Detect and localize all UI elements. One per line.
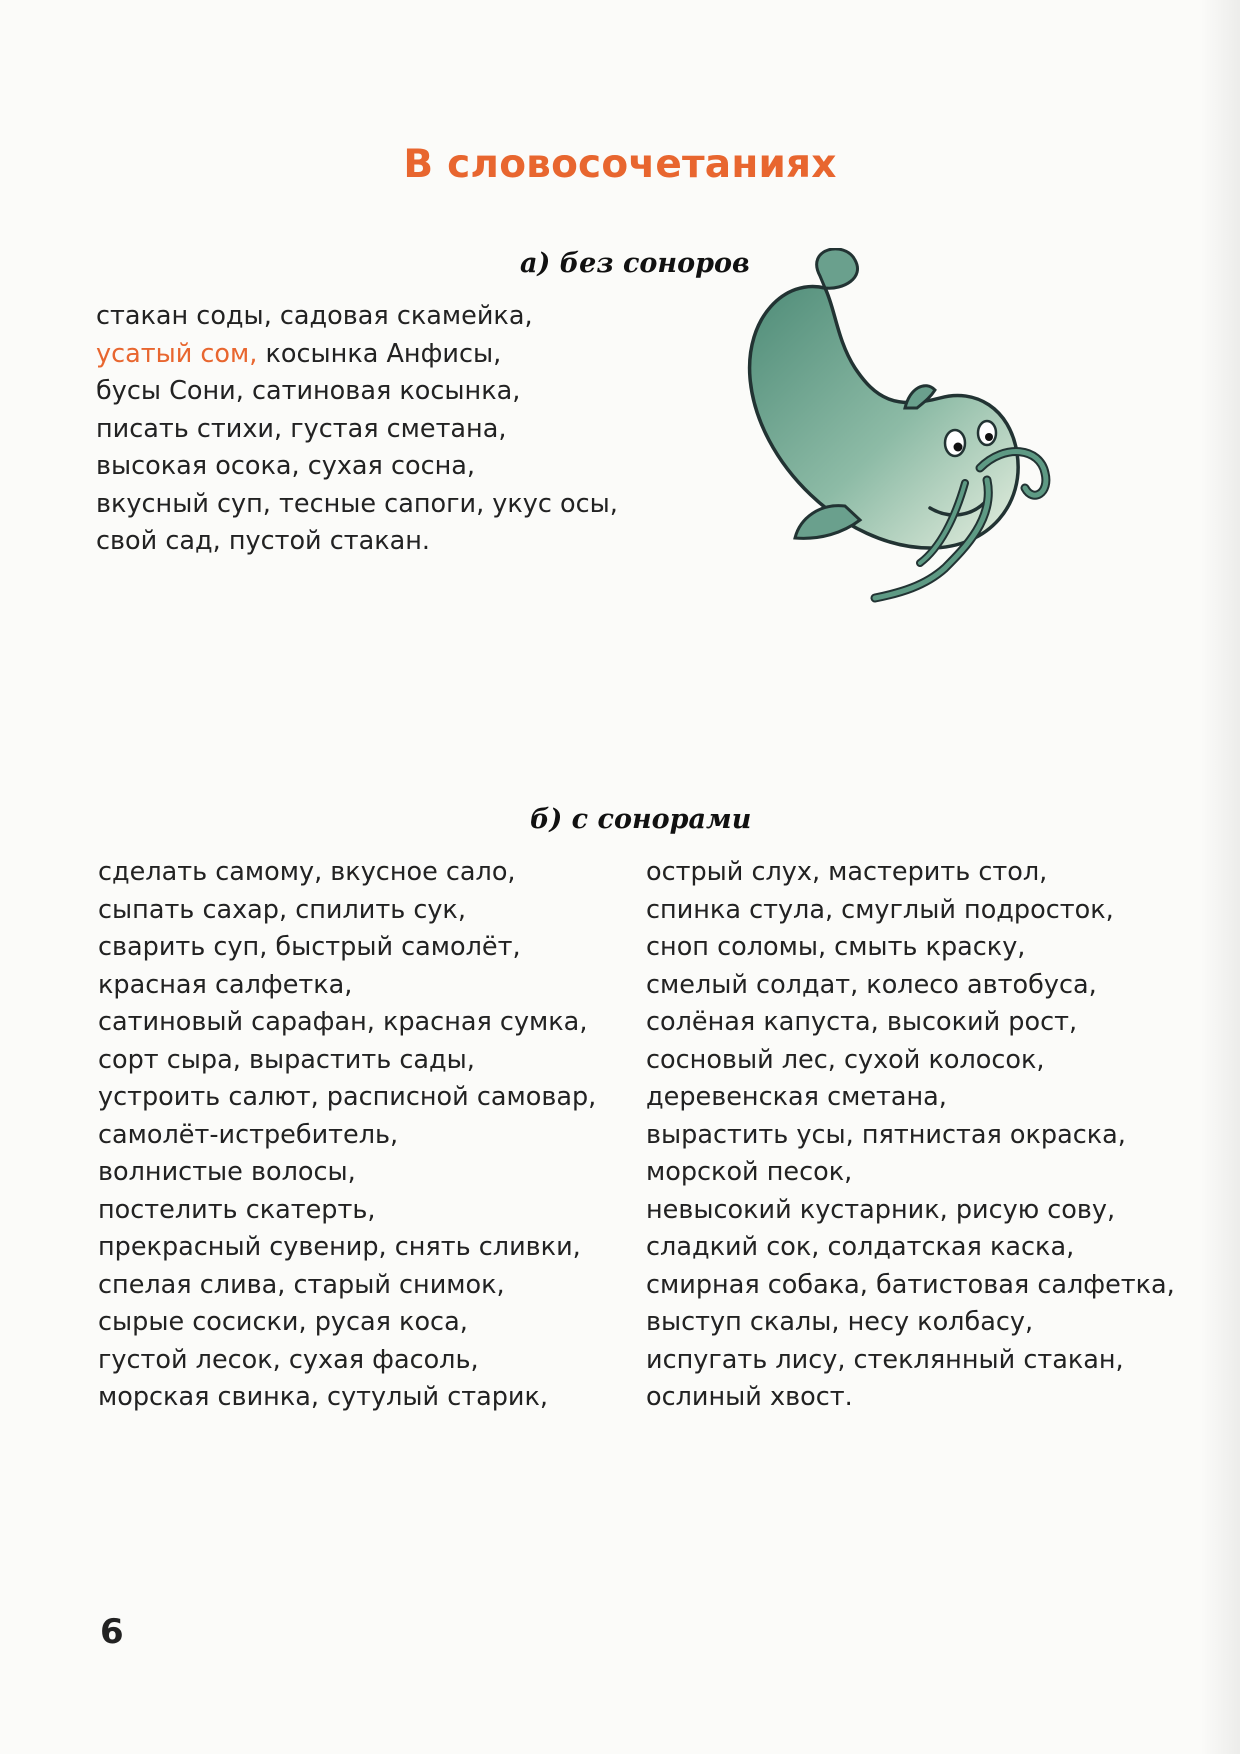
catfish-icon xyxy=(725,248,1085,628)
list-line: густой лесок, сухая фасоль, xyxy=(98,1344,479,1375)
list-line: свой сад, пустой стакан. xyxy=(96,526,431,556)
list-line: красная салфетка, xyxy=(98,969,353,1000)
list-line: вкусный суп, тесные сапоги, укус осы, xyxy=(96,488,618,519)
list-line: высокая осока, сухая сосна, xyxy=(96,451,476,481)
list-line xyxy=(96,336,618,374)
list-line: сосновый лес, сухой колосок, xyxy=(646,1044,1045,1075)
list-line: сорт сыра, вырастить сады, xyxy=(98,1044,475,1075)
highlighted-phrase: усатый сом, xyxy=(96,338,258,369)
list-line: ослиный хвост. xyxy=(646,1382,853,1412)
list-line: морская свинка, сутулый старик, xyxy=(98,1382,548,1412)
list-line: постелить скатерть, xyxy=(98,1194,376,1225)
list-line: вырастить усы, пятнистая окраска, xyxy=(646,1119,1126,1150)
list-line: сварить суп, быстрый самолёт, xyxy=(98,932,521,962)
list-line: сделать самому, вкусное сало, xyxy=(98,857,516,887)
list-line: сыпать сахар, спилить сук, xyxy=(98,894,466,925)
list-line: волнистые волосы, xyxy=(98,1157,356,1187)
section-b-subtitle: б) с сонорами xyxy=(530,804,752,835)
section-b-left-column xyxy=(98,854,596,1417)
section-a-subtitle: а) без соноров xyxy=(520,248,750,279)
line-rest: косынка Анфисы, xyxy=(265,338,502,369)
page-edge-shadow xyxy=(1200,0,1240,1754)
list-line: невысокий кустарник, рисую сову, xyxy=(646,1194,1116,1225)
page-title: В словосочетаниях xyxy=(403,142,837,187)
list-line: острый слух, мастерить стол, xyxy=(646,857,1048,887)
list-line: сладкий сок, солдатская каска, xyxy=(646,1232,1075,1262)
list-line: устроить салют, расписной самовар, xyxy=(98,1082,597,1112)
list-line: самолёт-истребитель, xyxy=(98,1119,399,1150)
list-line: солёная капуста, высокий рост, xyxy=(646,1007,1078,1037)
list-line: испугать лису, стеклянный стакан, xyxy=(646,1344,1124,1375)
section-a-list xyxy=(96,298,618,561)
list-line: спелая слива, старый снимок, xyxy=(98,1269,505,1300)
page-number: 6 xyxy=(100,1612,124,1652)
list-line: сырые сосиски, русая коса, xyxy=(98,1307,468,1337)
list-line: бусы Сони, сатиновая косынка, xyxy=(96,376,521,406)
list-line: стакан соды, садовая скамейка, xyxy=(96,301,533,331)
list-line: спинка стула, смуглый подросток, xyxy=(646,894,1114,925)
list-line: морской песок, xyxy=(646,1157,853,1187)
list-line: смелый солдат, колесо автобуса, xyxy=(646,969,1097,1000)
section-b-right-column xyxy=(646,854,1175,1417)
list-line: прекрасный сувенир, снять сливки, xyxy=(98,1232,581,1262)
list-line: писать стихи, густая сметана, xyxy=(96,413,507,444)
list-line: деревенская сметана, xyxy=(646,1082,947,1112)
list-line: смирная собака, батистовая салфетка, xyxy=(646,1269,1175,1300)
list-line: сатиновый сарафан, красная сумка, xyxy=(98,1007,588,1037)
list-line: выступ скалы, несу колбасу, xyxy=(646,1307,1034,1337)
list-line: сноп соломы, смыть краску, xyxy=(646,932,1026,962)
